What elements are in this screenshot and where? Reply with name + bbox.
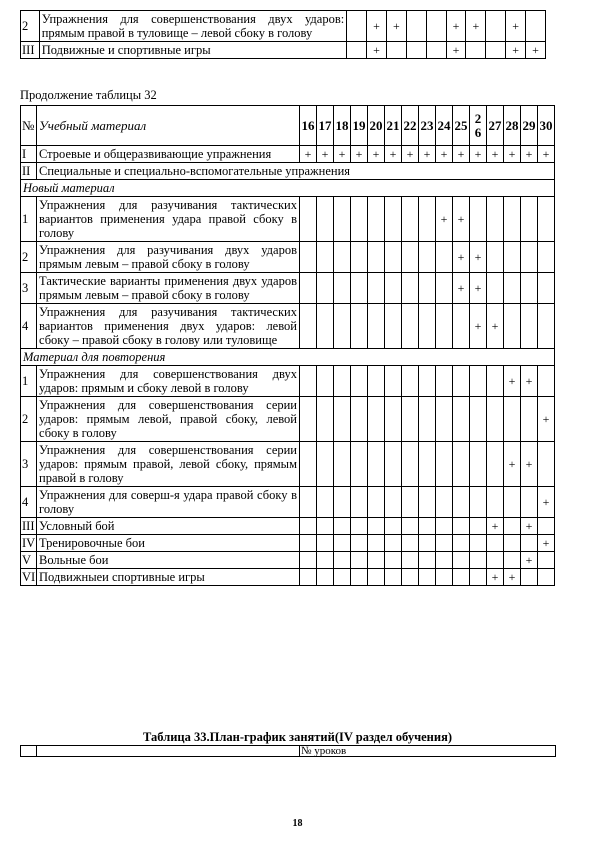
row-material: Упражнения для совершенствования двух ударов: прямым и сбоку левой в голову <box>37 366 300 397</box>
lesson-mark-cell <box>300 518 317 535</box>
lesson-mark-cell <box>419 518 436 535</box>
lesson-mark-cell <box>504 518 521 535</box>
lesson-mark-cell <box>300 242 317 273</box>
lesson-mark-cell <box>317 397 334 442</box>
lesson-mark-cell <box>504 397 521 442</box>
lesson-mark-cell <box>368 487 385 518</box>
lesson-mark-cell <box>470 397 487 442</box>
lesson-mark-cell <box>402 535 419 552</box>
lesson-mark-cell <box>504 552 521 569</box>
lesson-mark-cell: + <box>521 442 538 487</box>
lesson-mark-cell <box>334 518 351 535</box>
lesson-mark-cell <box>385 397 402 442</box>
lesson-mark-cell: + <box>385 146 402 163</box>
lesson-mark-cell <box>436 366 453 397</box>
lesson-mark-cell <box>317 487 334 518</box>
lesson-mark-cell <box>504 535 521 552</box>
lesson-mark-cell <box>351 197 368 242</box>
lesson-mark-cell <box>436 535 453 552</box>
lesson-mark-cell <box>351 569 368 586</box>
lesson-mark-cell: + <box>351 146 368 163</box>
lesson-mark-cell <box>386 42 406 59</box>
lesson-mark-cell <box>300 535 317 552</box>
lesson-mark-cell <box>419 487 436 518</box>
table-row <box>21 397 555 442</box>
lesson-mark-cell <box>317 273 334 304</box>
lesson-mark-cell <box>426 42 446 59</box>
lesson-mark-cell <box>521 242 538 273</box>
section-title: Новый материал <box>21 180 555 197</box>
lesson-mark-cell <box>385 273 402 304</box>
row-number: 4 <box>21 304 37 349</box>
lesson-mark-cell <box>300 397 317 442</box>
lesson-mark-cell: + <box>538 487 555 518</box>
lesson-number-header: 19 <box>351 106 368 146</box>
lesson-mark-cell: + <box>334 146 351 163</box>
lesson-mark-cell <box>351 552 368 569</box>
table-row <box>21 273 555 304</box>
lesson-mark-cell <box>538 366 555 397</box>
lesson-mark-cell: + <box>470 304 487 349</box>
section-row <box>21 349 555 366</box>
row-number: III <box>21 42 40 59</box>
row-number: I <box>21 146 37 163</box>
lesson-mark-cell <box>453 569 470 586</box>
row-number: 2 <box>21 11 40 42</box>
table-row <box>21 552 555 569</box>
lesson-mark-cell <box>453 552 470 569</box>
lesson-mark-cell <box>470 487 487 518</box>
lesson-mark-cell <box>453 366 470 397</box>
row-number: 2 <box>21 242 37 273</box>
lesson-mark-cell <box>419 442 436 487</box>
row-material: Упражнения для совершенствования двух ударов: прямым правой в туловище – левой сбоку в голову <box>39 11 347 42</box>
row-number: III <box>22 519 35 533</box>
section-title: Материал для повторения <box>21 349 555 366</box>
row-material: Упражнения для совершенствования серии ударов: прямым правой, левой сбоку, прямым правой в голову <box>37 442 300 487</box>
lesson-mark-cell <box>334 304 351 349</box>
lesson-mark-cell: + <box>526 42 546 59</box>
table-33-cell <box>21 746 37 757</box>
lesson-mark-cell <box>453 535 470 552</box>
lesson-mark-cell <box>504 487 521 518</box>
lesson-mark-cell: + <box>504 366 521 397</box>
lesson-mark-cell: + <box>504 146 521 163</box>
lesson-mark-cell: + <box>470 273 487 304</box>
lesson-mark-cell: + <box>453 146 470 163</box>
lesson-mark-cell <box>426 11 446 42</box>
lesson-mark-cell <box>368 366 385 397</box>
lesson-mark-cell <box>470 366 487 397</box>
lesson-mark-cell <box>300 552 317 569</box>
lesson-mark-cell <box>402 197 419 242</box>
lesson-mark-cell <box>402 518 419 535</box>
lesson-mark-cell <box>351 442 368 487</box>
lesson-mark-cell <box>402 487 419 518</box>
header-number: № <box>21 106 37 146</box>
lesson-mark-cell: + <box>521 518 538 535</box>
lesson-mark-cell: + <box>453 242 470 273</box>
table-header-row <box>21 106 555 146</box>
lesson-mark-cell <box>300 366 317 397</box>
lesson-mark-cell: + <box>538 146 555 163</box>
lesson-mark-cell <box>402 304 419 349</box>
table-row <box>21 366 555 397</box>
lesson-mark-cell <box>385 442 402 487</box>
lesson-mark-cell <box>351 242 368 273</box>
lesson-mark-cell: + <box>367 11 387 42</box>
lesson-mark-cell <box>470 535 487 552</box>
lesson-mark-cell <box>419 552 436 569</box>
row-number: 2 <box>21 397 37 442</box>
lesson-mark-cell <box>368 535 385 552</box>
table-row <box>21 535 555 552</box>
lesson-mark-cell: + <box>368 146 385 163</box>
lesson-mark-cell <box>351 518 368 535</box>
lesson-mark-cell <box>538 273 555 304</box>
lesson-number-header: 30 <box>538 106 555 146</box>
lesson-mark-cell <box>317 442 334 487</box>
lesson-mark-cell <box>436 304 453 349</box>
lesson-mark-cell <box>419 535 436 552</box>
lesson-mark-cell <box>538 304 555 349</box>
lesson-mark-cell <box>351 366 368 397</box>
table-33-lessons-header: № уроков <box>301 746 347 756</box>
lesson-mark-cell <box>538 197 555 242</box>
lesson-mark-cell <box>317 197 334 242</box>
lesson-mark-cell <box>347 11 367 42</box>
lesson-mark-cell <box>504 273 521 304</box>
lesson-mark-cell <box>300 304 317 349</box>
lesson-mark-cell <box>368 569 385 586</box>
lesson-mark-cell <box>521 197 538 242</box>
lesson-mark-cell <box>419 366 436 397</box>
lesson-mark-cell <box>538 518 555 535</box>
lesson-mark-cell <box>300 442 317 487</box>
table-row <box>21 487 555 518</box>
lesson-mark-cell <box>368 397 385 442</box>
lesson-mark-cell <box>368 197 385 242</box>
lesson-mark-cell <box>317 242 334 273</box>
lesson-mark-cell <box>453 442 470 487</box>
lesson-mark-cell <box>470 442 487 487</box>
lesson-mark-cell <box>334 366 351 397</box>
lesson-mark-cell <box>538 242 555 273</box>
lesson-mark-cell <box>385 535 402 552</box>
row-material: Строевые и общеразвивающие упражнения <box>37 146 300 163</box>
table-33-title-text: .План-график занятий(IV раздел обучения) <box>206 730 452 744</box>
table-33-fragment <box>20 745 556 757</box>
lesson-mark-cell <box>368 273 385 304</box>
lesson-mark-cell: + <box>487 518 504 535</box>
lesson-mark-cell <box>351 273 368 304</box>
lesson-mark-cell <box>487 273 504 304</box>
lesson-mark-cell <box>486 11 506 42</box>
lesson-mark-cell <box>487 442 504 487</box>
lesson-mark-cell <box>526 11 546 42</box>
lesson-mark-cell <box>453 518 470 535</box>
row-material: Тренировочные бои <box>37 535 300 552</box>
lesson-mark-cell <box>334 487 351 518</box>
lesson-mark-cell <box>419 242 436 273</box>
lesson-mark-cell <box>487 242 504 273</box>
lesson-mark-cell <box>419 397 436 442</box>
table-row <box>21 11 546 42</box>
row-number: 3 <box>21 442 37 487</box>
lesson-number-header: 2 6 <box>470 106 487 146</box>
lesson-number-header: 17 <box>317 106 334 146</box>
row-number: 4 <box>21 487 37 518</box>
row-material: Упражнения для разучивания двух ударов прямым левым – правой сбоку в голову <box>37 242 300 273</box>
lesson-mark-cell <box>300 569 317 586</box>
row-material: Упражнения для разучивания тактических вариантов применения удара правой сбоку в голову <box>37 197 300 242</box>
lesson-mark-cell <box>504 304 521 349</box>
lesson-mark-cell <box>334 242 351 273</box>
lesson-number-header: 20 <box>368 106 385 146</box>
lesson-mark-cell <box>470 569 487 586</box>
lesson-mark-cell <box>385 242 402 273</box>
lesson-number-header: 18 <box>334 106 351 146</box>
lesson-mark-cell: + <box>506 11 526 42</box>
lesson-mark-cell <box>317 552 334 569</box>
lesson-number-header: 16 <box>300 106 317 146</box>
table-row <box>21 442 555 487</box>
table-row <box>21 518 555 535</box>
lesson-mark-cell: + <box>487 569 504 586</box>
lesson-mark-cell <box>300 273 317 304</box>
table-row <box>21 197 555 242</box>
lesson-mark-cell: + <box>521 552 538 569</box>
lesson-mark-cell: + <box>470 146 487 163</box>
lesson-mark-cell <box>402 273 419 304</box>
lesson-mark-cell: + <box>300 146 317 163</box>
lesson-mark-cell: + <box>538 535 555 552</box>
lesson-mark-cell <box>368 552 385 569</box>
lesson-mark-cell <box>351 487 368 518</box>
lesson-mark-cell <box>487 397 504 442</box>
lesson-mark-cell <box>385 304 402 349</box>
row-material: Упражнения для соверш-я удара правой сбоку в голову <box>37 487 300 518</box>
lesson-mark-cell <box>419 197 436 242</box>
row-number: V <box>21 552 37 569</box>
lesson-mark-cell <box>334 397 351 442</box>
lesson-mark-cell <box>487 197 504 242</box>
lesson-mark-cell: + <box>317 146 334 163</box>
row-material: Упражнения для совершенствования серии ударов: прямым левой, правой сбоку, левой сбоку в голову <box>37 397 300 442</box>
lesson-mark-cell <box>538 442 555 487</box>
lesson-mark-cell <box>300 197 317 242</box>
lesson-mark-cell: + <box>521 366 538 397</box>
lesson-mark-cell <box>436 397 453 442</box>
lesson-mark-cell <box>402 569 419 586</box>
lesson-mark-cell <box>487 366 504 397</box>
lesson-mark-cell <box>436 552 453 569</box>
row-number: VI <box>22 570 36 584</box>
row-number: 1 <box>21 366 37 397</box>
table-33-title-number: Таблица 33 <box>143 730 207 744</box>
row-material: Упражнения для разучивания тактических вариантов применения двух ударов: левой сбоку – правой сбоку в голову или туловище <box>37 304 300 349</box>
lesson-mark-cell: + <box>402 146 419 163</box>
lesson-mark-cell <box>368 242 385 273</box>
lesson-mark-cell <box>436 487 453 518</box>
lesson-mark-cell <box>436 242 453 273</box>
row-material: Подвижныеи спортивные игры <box>37 569 300 586</box>
continuation-label: Продолжение таблицы 32 <box>20 88 157 102</box>
lesson-mark-cell <box>504 242 521 273</box>
lesson-mark-cell: + <box>504 442 521 487</box>
lesson-mark-cell: + <box>436 146 453 163</box>
lesson-mark-cell <box>334 442 351 487</box>
lesson-mark-cell <box>317 366 334 397</box>
lesson-mark-cell <box>521 487 538 518</box>
lesson-mark-cell <box>385 487 402 518</box>
section-row <box>21 180 555 197</box>
lesson-mark-cell <box>406 42 426 59</box>
lesson-mark-cell <box>351 535 368 552</box>
lesson-mark-cell: + <box>453 273 470 304</box>
lesson-mark-cell <box>419 273 436 304</box>
lesson-mark-cell <box>317 569 334 586</box>
page-number: 18 <box>292 818 303 829</box>
table-33-title <box>0 730 595 745</box>
lesson-number-header: 27 <box>487 106 504 146</box>
lesson-mark-cell: + <box>419 146 436 163</box>
lesson-number-header: 24 <box>436 106 453 146</box>
lesson-mark-cell <box>317 304 334 349</box>
lesson-mark-cell <box>402 397 419 442</box>
lesson-mark-cell <box>406 11 426 42</box>
row-number: 3 <box>21 273 37 304</box>
lesson-mark-cell <box>538 569 555 586</box>
row-number: 1 <box>21 197 37 242</box>
lesson-mark-cell <box>470 518 487 535</box>
lesson-mark-cell <box>385 197 402 242</box>
lesson-mark-cell <box>436 442 453 487</box>
lesson-mark-cell <box>347 42 367 59</box>
row-number: IV <box>22 536 36 550</box>
lesson-mark-cell <box>436 273 453 304</box>
lesson-mark-cell: + <box>436 197 453 242</box>
row-material: Специальные и специально-вспомогательные упражнения <box>37 163 555 180</box>
lesson-mark-cell <box>436 569 453 586</box>
lesson-mark-cell: + <box>367 42 387 59</box>
lesson-mark-cell <box>402 442 419 487</box>
row-material: Условный бой <box>37 518 300 535</box>
lesson-number-header: 21 <box>385 106 402 146</box>
lesson-mark-cell <box>521 273 538 304</box>
lesson-mark-cell: + <box>538 397 555 442</box>
lesson-mark-cell <box>334 552 351 569</box>
lesson-number-header: 23 <box>419 106 436 146</box>
lesson-mark-cell <box>334 273 351 304</box>
previous-table-fragment <box>20 10 546 59</box>
lesson-mark-cell: + <box>386 11 406 42</box>
table-row <box>21 569 555 586</box>
lesson-mark-cell <box>385 569 402 586</box>
table-row <box>21 163 555 180</box>
lesson-mark-cell <box>351 304 368 349</box>
lesson-mark-cell <box>300 487 317 518</box>
lesson-mark-cell <box>419 304 436 349</box>
lesson-mark-cell: + <box>453 197 470 242</box>
lesson-mark-cell: + <box>487 304 504 349</box>
lesson-mark-cell <box>521 304 538 349</box>
lesson-mark-cell <box>402 366 419 397</box>
lesson-mark-cell: + <box>504 569 521 586</box>
lesson-mark-cell <box>402 242 419 273</box>
lesson-mark-cell <box>470 552 487 569</box>
header-material: Учебный материал <box>37 106 300 146</box>
lesson-mark-cell <box>419 569 436 586</box>
lesson-mark-cell <box>402 552 419 569</box>
lesson-mark-cell <box>385 366 402 397</box>
lesson-mark-cell <box>385 518 402 535</box>
lesson-mark-cell <box>453 487 470 518</box>
lesson-number-header: 29 <box>521 106 538 146</box>
lesson-mark-cell <box>334 197 351 242</box>
lesson-mark-cell <box>368 442 385 487</box>
row-material: Подвижные и спортивные игры <box>39 42 347 59</box>
lesson-mark-cell <box>351 397 368 442</box>
lesson-mark-cell <box>317 518 334 535</box>
lesson-mark-cell: + <box>446 42 466 59</box>
lesson-mark-cell: + <box>446 11 466 42</box>
lesson-mark-cell <box>334 569 351 586</box>
lesson-mark-cell <box>385 552 402 569</box>
lesson-mark-cell: + <box>521 146 538 163</box>
lesson-mark-cell: + <box>470 242 487 273</box>
lesson-number-header: 22 <box>402 106 419 146</box>
lesson-mark-cell <box>453 397 470 442</box>
lesson-mark-cell <box>504 197 521 242</box>
lesson-mark-cell <box>466 42 486 59</box>
lesson-mark-cell <box>453 304 470 349</box>
lesson-mark-cell <box>521 397 538 442</box>
lesson-mark-cell <box>487 487 504 518</box>
lesson-mark-cell <box>334 535 351 552</box>
table-33-cell <box>37 746 300 757</box>
lesson-mark-cell <box>487 535 504 552</box>
row-material: Вольные бои <box>37 552 300 569</box>
lesson-mark-cell <box>368 518 385 535</box>
lesson-mark-cell <box>436 518 453 535</box>
lesson-number-header: 28 <box>504 106 521 146</box>
row-material: Тактические варианты применения двух ударов прямым левым – правой сбоку в голову <box>37 273 300 304</box>
lesson-mark-cell <box>486 42 506 59</box>
lesson-number-header: 25 <box>453 106 470 146</box>
lesson-mark-cell <box>487 552 504 569</box>
lesson-mark-cell <box>368 304 385 349</box>
table-row <box>21 242 555 273</box>
lesson-mark-cell <box>317 535 334 552</box>
lesson-mark-cell <box>538 552 555 569</box>
lesson-mark-cell <box>521 535 538 552</box>
table-row <box>21 42 546 59</box>
table-row <box>21 146 555 163</box>
lesson-mark-cell <box>470 197 487 242</box>
table-row <box>21 304 555 349</box>
lesson-mark-cell <box>521 569 538 586</box>
lesson-plan-table <box>20 105 555 586</box>
lesson-mark-cell: + <box>487 146 504 163</box>
row-number: II <box>21 163 37 180</box>
lesson-mark-cell: + <box>466 11 486 42</box>
lesson-mark-cell: + <box>506 42 526 59</box>
